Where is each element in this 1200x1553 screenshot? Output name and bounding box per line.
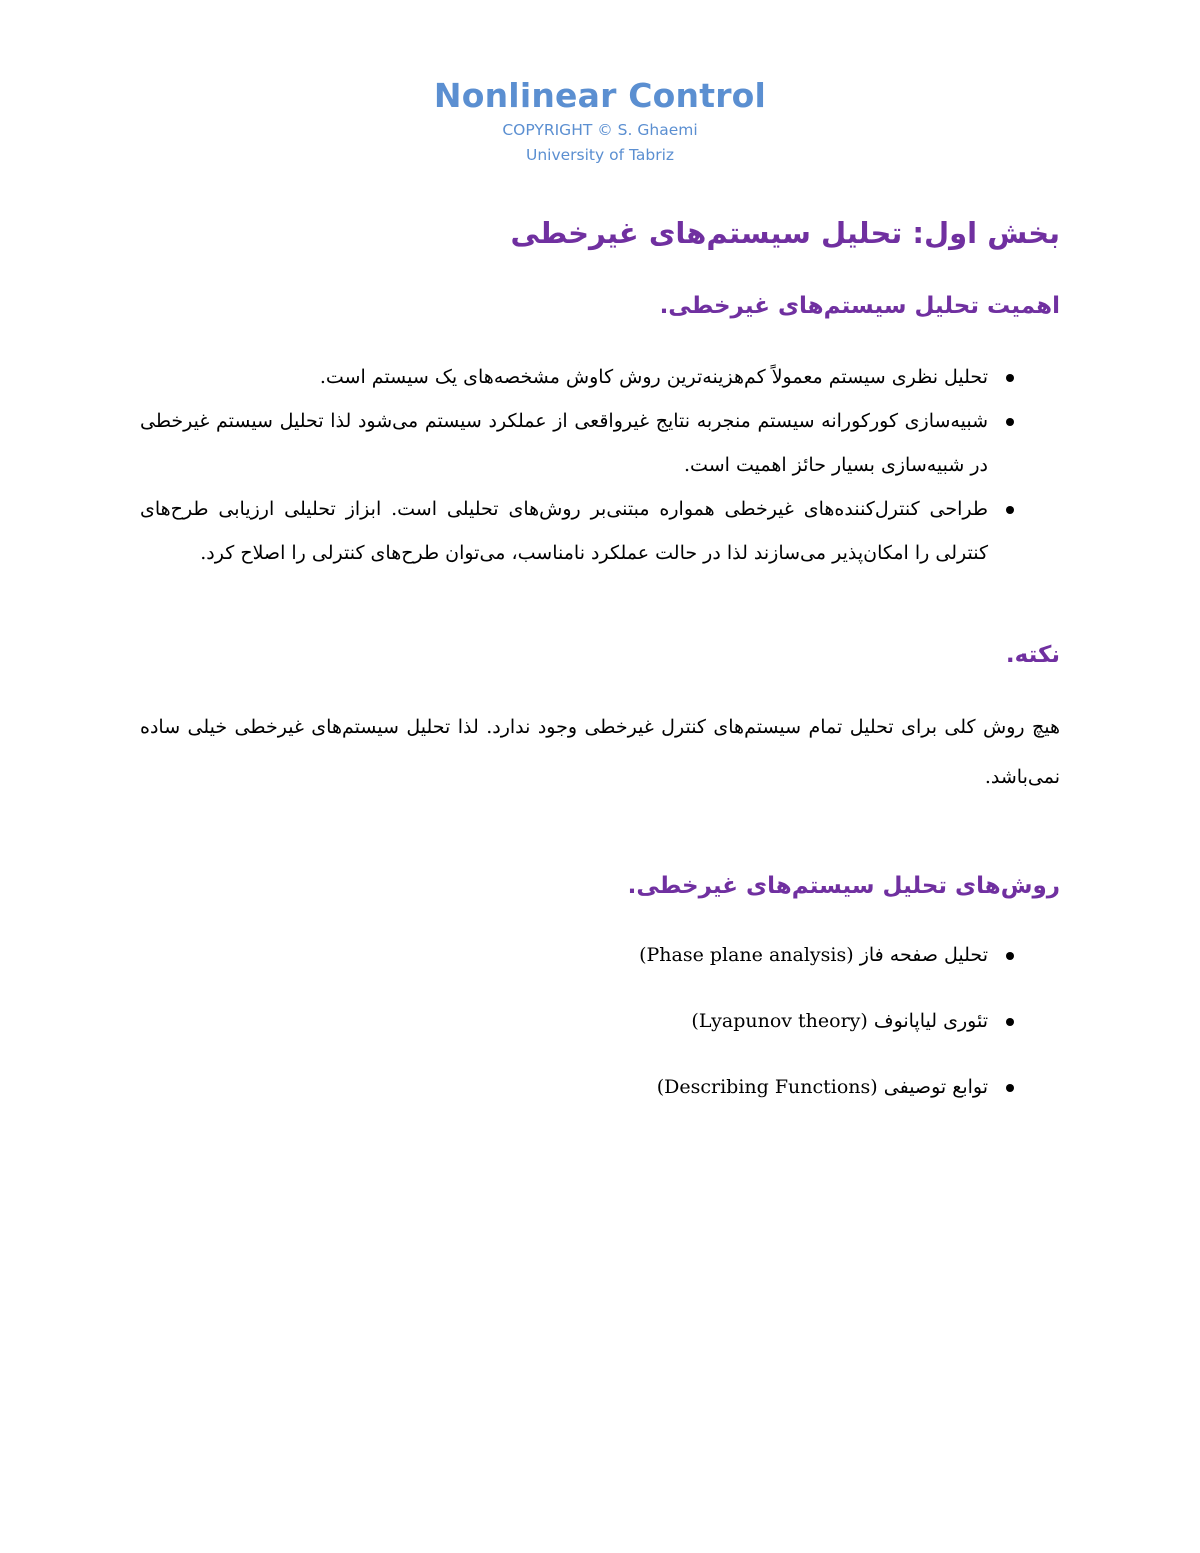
list-item-text: تحلیل صفحه فاز (Phase plane analysis) — [639, 944, 988, 966]
note-heading: نکته. — [1005, 642, 1060, 668]
document-header — [0, 74, 1200, 168]
bullet-icon — [1006, 418, 1014, 426]
list-item — [140, 1072, 1060, 1102]
list-item-text: طراحی کنترل‌کننده‌های غیرخطی همواره مبتنی‌بر روش‌های تحلیلی است. ابزاز تحلیلی ارزیابی طرح‌های کنترلی را امکان‌پذیر می‌سازند لذا در حالت عملکرد نامناسب، می‌توان طرح‌های کنترلی را اصلاح کرد. — [140, 498, 988, 564]
note-paragraph: هیچ روش کلی برای تحلیل تمام سیستم‌های کنترل غیرخطی وجود ندارد. لذا تحلیل سیستم‌های غیرخطی خیلی ساده نمی‌باشد. — [140, 716, 1060, 788]
section-heading: بخش اول: تحلیل سیستم‌های غیرخطی — [510, 216, 1060, 250]
list-item — [140, 940, 1060, 970]
bullet-icon — [1006, 374, 1014, 382]
list-item-text: تئوری لیاپانوف (Lyapunov theory) — [691, 1010, 988, 1032]
list-item-text: تحلیل نظری سیستم معمولاً کم‌هزینه‌ترین روش کاوش مشخصه‌های یک سیستم است. — [319, 366, 988, 388]
list-item — [140, 1006, 1060, 1036]
copyright-line: COPYRIGHT © S. Ghaemi — [502, 121, 698, 139]
list-item — [140, 399, 1060, 487]
bullet-icon — [1006, 1084, 1014, 1092]
list-item-text: شبیه‌سازی کورکورانه سیستم منجربه نتایج غیرواقعی از عملکرد سیستم می‌شود لذا تحلیل سیستم غیرخطی در شبیه‌سازی بسیار حائز اهمیت است. — [140, 410, 988, 476]
importance-list — [140, 355, 1060, 575]
methods-heading: روش‌های تحلیل سیستم‌های غیرخطی. — [627, 873, 1060, 899]
list-item — [140, 487, 1060, 575]
university-line: University of Tabriz — [525, 146, 675, 164]
importance-heading: اهمیت تحلیل سیستم‌های غیرخطی. — [659, 293, 1060, 319]
list-item-text: توابع توصیفی (Describing Functions) — [656, 1076, 988, 1098]
document-title: Nonlinear Control — [433, 76, 767, 115]
bullet-icon — [1006, 952, 1014, 960]
list-item — [140, 355, 1060, 399]
methods-list — [140, 940, 1060, 1138]
bullet-icon — [1006, 506, 1014, 514]
bullet-icon — [1006, 1018, 1014, 1026]
